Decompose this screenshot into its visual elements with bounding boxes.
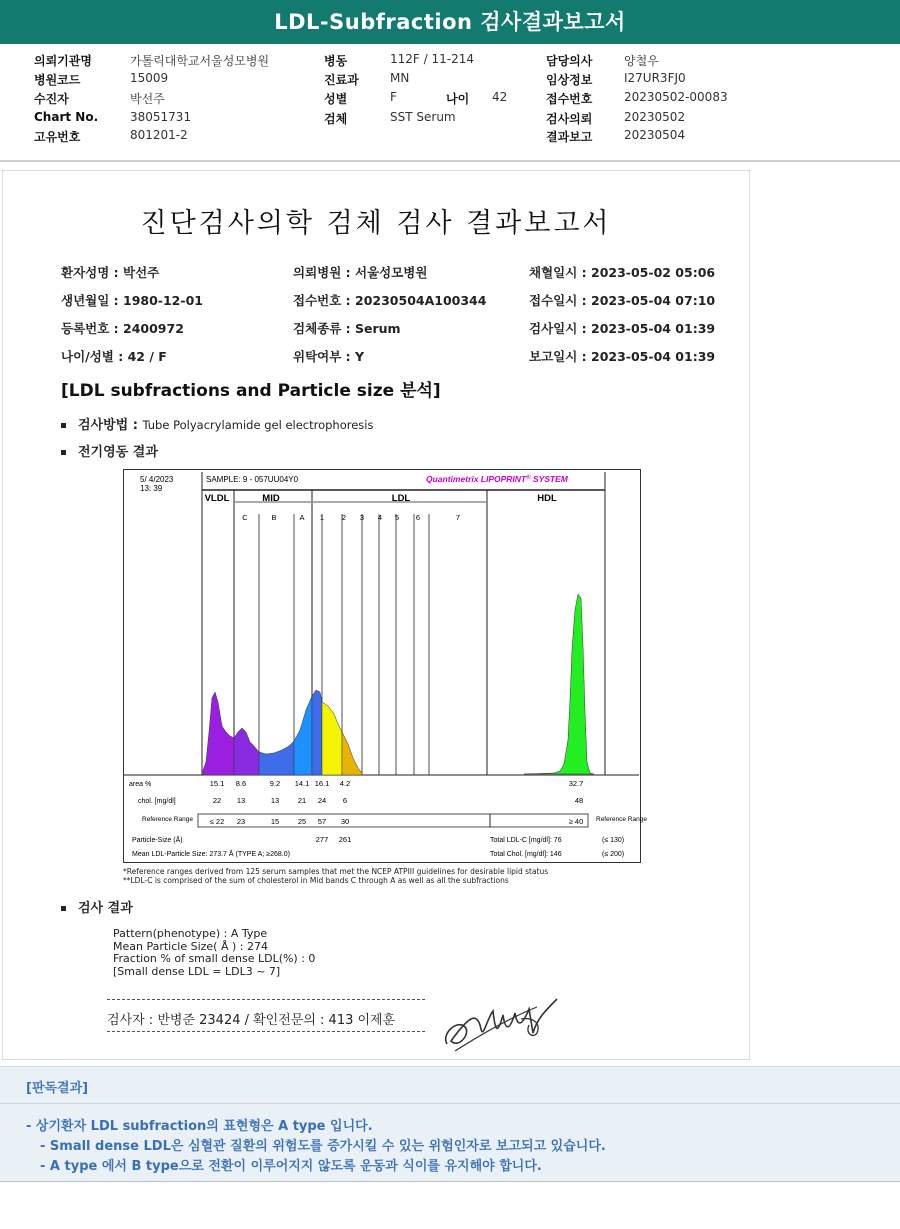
- receipt-number: 접수번호 : 20230504A100344: [293, 293, 487, 308]
- reference-value: 30: [340, 817, 350, 826]
- interpretation-line-2: - Small dense LDL은 심혈관 질환의 위험도를 증가시킬 수 있는 위험인자로 보고되고 있습니다.: [40, 1139, 606, 1154]
- header-field-value: SST Serum: [390, 110, 456, 124]
- handwritten-signature: [437, 989, 567, 1063]
- header-field-value: 15009: [130, 71, 169, 85]
- interpretation-divider: [0, 1103, 900, 1104]
- reference-label-right: Reference Range: [596, 816, 647, 823]
- header-field-value: 38051731: [130, 110, 192, 124]
- header-field-label: 담당의사: [546, 54, 593, 68]
- header-field-value: I27UR3FJ0: [624, 71, 686, 85]
- chart-brand: [426, 474, 569, 484]
- chol-value: 22: [212, 796, 222, 805]
- group-label-vldl: VLDL: [204, 493, 230, 504]
- total-ldl-ref: (≤ 130): [602, 837, 625, 844]
- peak-ldl-2: [342, 732, 362, 775]
- reference-value: 57: [317, 817, 327, 826]
- area-value: 16.1: [314, 779, 330, 788]
- total-ldl-text: Total LDL-C [mg/dl]: 76: [490, 837, 562, 844]
- reference-value: 15: [270, 817, 280, 826]
- header-field-value: 20230502-00083: [624, 90, 728, 104]
- footnote-1: *Reference ranges derived from 125 serum samples that met the NCEP ATPIII guidelines for desirable lipid status: [123, 867, 549, 876]
- test-datetime: 검사일시 : 2023-05-04 01:39: [529, 321, 716, 336]
- header-field-label: 검사의뢰: [546, 112, 593, 126]
- peak-hdl: [524, 594, 594, 774]
- header-field-label: 임상정보: [546, 73, 593, 87]
- band-label-b: B: [271, 513, 277, 522]
- header-field-value: 42: [492, 90, 508, 104]
- area-hdl-value: 32.7: [568, 779, 584, 788]
- header-field-value: 20230502: [624, 110, 686, 124]
- chart-time: 13: 39: [140, 484, 163, 493]
- chol-value: 13: [270, 796, 280, 805]
- particle-size-value: 277: [315, 835, 329, 844]
- band-label-7: 7: [455, 513, 461, 522]
- group-label-mid: MID: [262, 493, 280, 504]
- header-field-value: F: [390, 90, 397, 104]
- result-sdldl-fraction: Fraction % of small dense LDL(%) : 0: [113, 952, 316, 965]
- particle-size-label: Particle-Size (Å): [132, 837, 183, 844]
- peak-mid-a: [294, 696, 312, 775]
- signature-top-rule: [107, 999, 425, 1000]
- header-field-label: 병동: [324, 54, 348, 68]
- signature-bottom-rule: [107, 1031, 425, 1032]
- patient-reg-no: 등록번호 : 2400972: [61, 321, 184, 336]
- collection-datetime: 채혈일시 : 2023-05-02 05:06: [529, 265, 716, 280]
- area-value: 15.1: [209, 779, 225, 788]
- header-field-label: 검체: [324, 112, 348, 126]
- interpretation-panel: [0, 1066, 900, 1182]
- area-value: 9.2: [269, 779, 281, 788]
- header-field-value: 가톨릭대학교서울성모병원: [130, 54, 270, 68]
- brand-name: Quantimetrix LIPOPRINT: [426, 474, 527, 484]
- area-value: 4.2: [339, 779, 351, 788]
- chart-svg: [124, 470, 647, 862]
- requesting-hospital: 의뢰병원 : 서울성모병원: [293, 265, 428, 280]
- footnote-2: **LDL-C is comprised of the sum of cholesterol in Mid bands C through A as well as all the subfractions: [123, 876, 509, 885]
- band-label-2: 2: [341, 513, 347, 522]
- band-label-3: 3: [359, 513, 365, 522]
- patient-birth: 생년월일 : 1980-12-01: [61, 293, 203, 308]
- reference-label-left: Reference Range: [142, 816, 193, 823]
- band-label-a: A: [299, 513, 305, 522]
- chol-value: 21: [297, 796, 307, 805]
- interpretation-line-3: - A type 에서 B type으로 전환이 이루어지지 않도록 운동과 식이를 유지해야 합니다.: [40, 1159, 542, 1174]
- interpretation-line-1: - 상기환자 LDL subfraction의 표현형은 A type 입니다.: [26, 1119, 373, 1134]
- electrophoresis-label: 전기영동 결과: [78, 445, 158, 460]
- header-field-label: 나이: [446, 92, 470, 106]
- method-value: Tube Polyacrylamide gel electrophoresis: [142, 418, 374, 432]
- result-label: 검사 결과: [78, 901, 133, 916]
- report-title: 진단검사의학 검체 검사 결과보고서: [140, 208, 612, 239]
- patient-age-sex: 나이/성별 : 42 / F: [61, 349, 167, 364]
- header-field-label: 진료과: [324, 73, 359, 87]
- electrophoresis-heading: [61, 441, 158, 460]
- peak-ldl-1: [322, 702, 342, 775]
- peak-mid-c: [234, 728, 259, 775]
- group-label-hdl: HDL: [537, 493, 557, 504]
- chart-footnotes: [123, 867, 548, 885]
- report-datetime: 보고일시 : 2023-05-04 01:39: [529, 349, 716, 364]
- header-field-value: MN: [390, 71, 410, 85]
- area-row-label: area %: [129, 781, 152, 788]
- report-panel: [2, 170, 750, 1060]
- peak-mid-b: [259, 741, 294, 775]
- header-field-value: 20230504: [624, 128, 686, 142]
- bullet-icon: [61, 906, 66, 911]
- band-label-5: 5: [394, 513, 400, 522]
- method-label: 검사방법 :: [78, 418, 143, 433]
- result-pattern: Pattern(phenotype) : A Type: [113, 927, 268, 940]
- band-label-c: C: [242, 513, 248, 522]
- bullet-icon: [61, 450, 66, 455]
- peak-mid-a-top: [312, 690, 322, 775]
- header-divider: [0, 160, 900, 162]
- band-label-6: 6: [415, 513, 421, 522]
- group-label-ldl: LDL: [391, 493, 411, 504]
- header-field-label: Chart No.: [34, 110, 99, 124]
- reference-value: ≤ 22: [209, 817, 225, 826]
- result-heading: [61, 897, 133, 916]
- method-line: [61, 414, 373, 433]
- header-field-label: 성별: [324, 92, 348, 106]
- result-details: [113, 928, 315, 978]
- header-field-label: 병원코드: [34, 73, 81, 87]
- chol-value: 6: [342, 796, 348, 805]
- chol-hdl-value: 48: [574, 796, 584, 805]
- reference-hdl-value: ≥ 40: [568, 817, 584, 826]
- area-value: 14.1: [294, 779, 310, 788]
- header-field-value: 박선주: [130, 92, 165, 106]
- header-field-label: 고유번호: [34, 130, 81, 144]
- result-sdldl-definition: [Small dense LDL = LDL3 ~ 7]: [113, 964, 281, 978]
- header-field-value: 112F / 11-214: [390, 52, 474, 66]
- receipt-datetime: 접수일시 : 2023-05-04 07:10: [529, 293, 716, 308]
- header-field-label: 결과보고: [546, 130, 593, 144]
- electrophoresis-chart: [123, 469, 647, 863]
- bullet-icon: [61, 423, 66, 428]
- header-field-label: 접수번호: [546, 92, 593, 106]
- interpretation-title: [판독결과]: [26, 1081, 89, 1096]
- total-chol-text: Total Chol. [mg/dl]: 146: [490, 851, 562, 858]
- band-label-4: 4: [377, 513, 383, 522]
- signature-line: 검사자 : 반병준 23424 / 확인전문의 : 413 이제훈: [107, 1013, 396, 1028]
- header-field-label: 수진자: [34, 92, 69, 106]
- chart-date: 5/ 4/2023: [140, 475, 174, 484]
- brand-registered-mark: ®: [526, 475, 531, 481]
- reference-value: 25: [297, 817, 307, 826]
- chol-row-label: chol. [mg/dl]: [138, 798, 176, 805]
- total-chol-ref: (≤ 200): [602, 851, 625, 858]
- mean-size-text: Mean LDL-Particle Size: 273.7 Å (TYPE A; ≥268.0): [132, 851, 290, 858]
- header-field-value: 801201-2: [130, 128, 188, 142]
- section-heading: [LDL subfractions and Particle size 분석]: [61, 381, 441, 401]
- chart-sample: SAMPLE: 9 - 057UU04Y0: [206, 475, 299, 484]
- chol-value: 13: [236, 796, 246, 805]
- patient-name: 환자성명 : 박선주: [61, 265, 160, 280]
- report-banner-title: LDL-Subfraction 검사결과보고서: [0, 0, 900, 44]
- reference-value: 23: [236, 817, 246, 826]
- brand-system: SYSTEM: [530, 474, 568, 484]
- outsourced-flag: 위탁여부 : Y: [293, 349, 365, 364]
- area-value: 8.6: [235, 779, 247, 788]
- header-field-label: 의뢰기관명: [34, 54, 92, 68]
- particle-size-value: 261: [338, 835, 352, 844]
- result-mean-size: Mean Particle Size( Å ) : 274: [113, 939, 268, 953]
- band-label-1: 1: [319, 513, 325, 522]
- chol-value: 24: [317, 796, 327, 805]
- specimen-type: 검체종류 : Serum: [293, 321, 401, 336]
- peak-vldl: [203, 692, 234, 775]
- header-field-value: 양철우: [624, 54, 659, 68]
